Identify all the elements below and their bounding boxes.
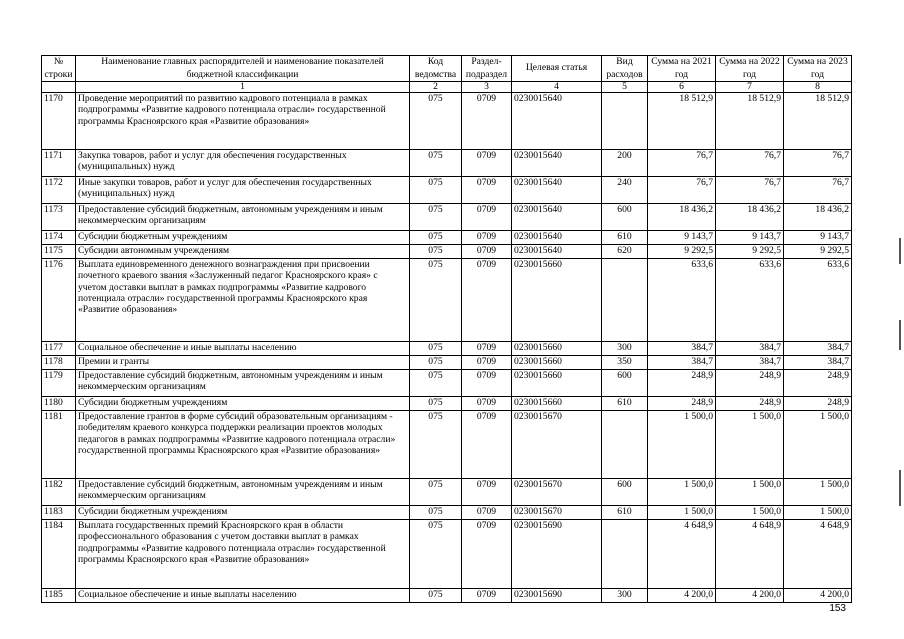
target-article: 0230015640 xyxy=(512,150,602,177)
sum-2022: 633,6 xyxy=(716,259,784,342)
sum-2023: 1 500,0 xyxy=(784,479,852,506)
expense-kind: 600 xyxy=(602,370,648,397)
table-row xyxy=(42,411,852,479)
sum-2023: 18 512,9 xyxy=(784,93,852,150)
section-code: 0709 xyxy=(462,204,512,231)
target-article: 0230015660 xyxy=(512,397,602,411)
expense-kind: 200 xyxy=(602,150,648,177)
column-number xyxy=(42,82,76,93)
department-code: 075 xyxy=(410,245,462,259)
row-name: Выплата единовременного денежного вознаграждения при присвоении почетного краевого звания «Заслуженный педагог Красноярского края» с учетом доставки выплат в рамках подпрограммы «Развитие кадрового потенциала отрасли» государственной программы Красноярского края «Развитие образования» xyxy=(76,259,410,342)
target-article: 0230015660 xyxy=(512,370,602,397)
header-sum-2023: Сумма на 2023 год xyxy=(784,56,852,82)
sum-2021: 18 512,9 xyxy=(648,93,716,150)
sum-2023: 1 500,0 xyxy=(784,506,852,520)
sum-2022: 9 292,5 xyxy=(716,245,784,259)
expense-kind: 610 xyxy=(602,506,648,520)
table-row xyxy=(42,259,852,342)
row-name: Субсидии бюджетным учреждениям xyxy=(76,397,410,411)
sum-2022: 18 512,9 xyxy=(716,93,784,150)
table-row xyxy=(42,93,852,150)
sum-2021: 1 500,0 xyxy=(648,411,716,479)
row-name: Предоставление субсидий бюджетным, автономным учреждениям и иным некоммерческим организациям xyxy=(76,204,410,231)
expense-kind: 300 xyxy=(602,342,648,356)
row-number: 1179 xyxy=(42,370,76,397)
header-code: Код ведомства xyxy=(410,56,462,82)
scan-edge-mark xyxy=(899,238,901,264)
column-number-row xyxy=(42,82,852,93)
section-code: 0709 xyxy=(462,342,512,356)
table-row xyxy=(42,150,852,177)
sum-2022: 76,7 xyxy=(716,150,784,177)
target-article: 0230015640 xyxy=(512,177,602,204)
header-sum-2021: Сумма на 2021 год xyxy=(648,56,716,82)
target-article: 0230015640 xyxy=(512,93,602,150)
sum-2022: 384,7 xyxy=(716,356,784,370)
column-number: 8 xyxy=(784,82,852,93)
table-row xyxy=(42,356,852,370)
department-code: 075 xyxy=(410,259,462,342)
department-code: 075 xyxy=(410,520,462,589)
header-section: Раздел-подраздел xyxy=(462,56,512,82)
department-code: 075 xyxy=(410,231,462,245)
target-article: 0230015640 xyxy=(512,231,602,245)
sum-2022: 4 200,0 xyxy=(716,589,784,603)
section-code: 0709 xyxy=(462,259,512,342)
row-name: Предоставление субсидий бюджетным, автономным учреждениям и иным некоммерческим организациям xyxy=(76,479,410,506)
section-code: 0709 xyxy=(462,231,512,245)
column-number: 4 xyxy=(512,82,602,93)
sum-2023: 248,9 xyxy=(784,370,852,397)
section-code: 0709 xyxy=(462,245,512,259)
target-article: 0230015660 xyxy=(512,259,602,342)
section-code: 0709 xyxy=(462,356,512,370)
table-row xyxy=(42,479,852,506)
sum-2021: 4 200,0 xyxy=(648,589,716,603)
target-article: 0230015640 xyxy=(512,245,602,259)
row-number: 1170 xyxy=(42,93,76,150)
row-number: 1175 xyxy=(42,245,76,259)
sum-2023: 76,7 xyxy=(784,177,852,204)
row-number: 1180 xyxy=(42,397,76,411)
sum-2023: 9 292,5 xyxy=(784,245,852,259)
sum-2022: 1 500,0 xyxy=(716,479,784,506)
row-number: 1174 xyxy=(42,231,76,245)
expense-kind: 610 xyxy=(602,231,648,245)
sum-2023: 4 200,0 xyxy=(784,589,852,603)
expense-kind: 240 xyxy=(602,177,648,204)
expense-kind xyxy=(602,259,648,342)
department-code: 075 xyxy=(410,411,462,479)
sum-2021: 76,7 xyxy=(648,150,716,177)
column-number: 1 xyxy=(76,82,410,93)
row-number: 1171 xyxy=(42,150,76,177)
row-number: 1184 xyxy=(42,520,76,589)
row-number: 1177 xyxy=(42,342,76,356)
sum-2022: 248,9 xyxy=(716,370,784,397)
sum-2022: 18 436,2 xyxy=(716,204,784,231)
sum-2022: 248,9 xyxy=(716,397,784,411)
table-row xyxy=(42,506,852,520)
sum-2023: 18 436,2 xyxy=(784,204,852,231)
expense-kind xyxy=(602,520,648,589)
target-article: 0230015690 xyxy=(512,520,602,589)
sum-2022: 1 500,0 xyxy=(716,411,784,479)
section-code: 0709 xyxy=(462,370,512,397)
department-code: 075 xyxy=(410,356,462,370)
sum-2022: 76,7 xyxy=(716,177,784,204)
target-article: 0230015660 xyxy=(512,342,602,356)
table-row xyxy=(42,231,852,245)
row-name: Предоставление грантов в форме субсидий образовательным организациям - победителям краевого конкурса поддержки реализации проектов молодых педагогов в рамках подпрограммы «Развитие кадрового потенциала отрасли» государственной программы Красноярского края «Развитие образования» xyxy=(76,411,410,479)
table-row xyxy=(42,177,852,204)
department-code: 075 xyxy=(410,506,462,520)
sum-2021: 384,7 xyxy=(648,342,716,356)
expense-kind: 600 xyxy=(602,479,648,506)
row-name: Премии и гранты xyxy=(76,356,410,370)
row-name: Субсидии автономным учреждениям xyxy=(76,245,410,259)
expense-kind xyxy=(602,411,648,479)
column-number: 6 xyxy=(648,82,716,93)
department-code: 075 xyxy=(410,370,462,397)
row-name: Закупка товаров, работ и услуг для обеспечения государственных (муниципальных) нужд xyxy=(76,150,410,177)
row-number: 1176 xyxy=(42,259,76,342)
row-name: Субсидии бюджетным учреждениям xyxy=(76,231,410,245)
header-row xyxy=(42,56,852,82)
row-name: Социальное обеспечение и иные выплаты населению xyxy=(76,589,410,603)
table-row xyxy=(42,342,852,356)
sum-2023: 248,9 xyxy=(784,397,852,411)
sum-2021: 18 436,2 xyxy=(648,204,716,231)
scan-edge-mark xyxy=(899,470,901,506)
page-number: 153 xyxy=(829,603,846,614)
header-sum-2022: Сумма на 2022 год xyxy=(716,56,784,82)
expense-kind xyxy=(602,93,648,150)
column-number: 5 xyxy=(602,82,648,93)
section-code: 0709 xyxy=(462,93,512,150)
sum-2023: 384,7 xyxy=(784,356,852,370)
column-number: 7 xyxy=(716,82,784,93)
department-code: 075 xyxy=(410,150,462,177)
sum-2021: 384,7 xyxy=(648,356,716,370)
target-article: 0230015670 xyxy=(512,411,602,479)
sum-2021: 9 143,7 xyxy=(648,231,716,245)
row-number: 1181 xyxy=(42,411,76,479)
sum-2021: 9 292,5 xyxy=(648,245,716,259)
row-name: Иные закупки товаров, работ и услуг для обеспечения государственных (муниципальных) нужд xyxy=(76,177,410,204)
expense-kind: 620 xyxy=(602,245,648,259)
row-number: 1185 xyxy=(42,589,76,603)
sum-2022: 4 648,9 xyxy=(716,520,784,589)
sum-2022: 1 500,0 xyxy=(716,506,784,520)
row-number: 1183 xyxy=(42,506,76,520)
sum-2021: 633,6 xyxy=(648,259,716,342)
row-number: 1173 xyxy=(42,204,76,231)
table-row xyxy=(42,245,852,259)
header-name: Наименование главных распорядителей и наименование показателей бюджетной классификации xyxy=(76,56,410,82)
department-code: 075 xyxy=(410,589,462,603)
target-article: 0230015690 xyxy=(512,589,602,603)
sum-2023: 1 500,0 xyxy=(784,411,852,479)
column-number: 2 xyxy=(410,82,462,93)
expense-kind: 350 xyxy=(602,356,648,370)
row-name: Проведение мероприятий по развитию кадрового потенциала в рамках подпрограммы «Развитие кадрового потенциала отрасли» государственной программы Красноярского края «Развитие образования» xyxy=(76,93,410,150)
header-kind: Вид расходов xyxy=(602,56,648,82)
scan-edge-mark xyxy=(899,320,901,350)
table-row xyxy=(42,520,852,589)
department-code: 075 xyxy=(410,177,462,204)
section-code: 0709 xyxy=(462,520,512,589)
department-code: 075 xyxy=(410,204,462,231)
sum-2021: 76,7 xyxy=(648,177,716,204)
target-article: 0230015640 xyxy=(512,204,602,231)
table-row xyxy=(42,589,852,603)
row-number: 1178 xyxy=(42,356,76,370)
table-row xyxy=(42,204,852,231)
section-code: 0709 xyxy=(462,589,512,603)
row-number: 1172 xyxy=(42,177,76,204)
department-code: 075 xyxy=(410,93,462,150)
table-row xyxy=(42,397,852,411)
sum-2021: 4 648,9 xyxy=(648,520,716,589)
sum-2023: 633,6 xyxy=(784,259,852,342)
sum-2023: 76,7 xyxy=(784,150,852,177)
department-code: 075 xyxy=(410,397,462,411)
sum-2021: 248,9 xyxy=(648,397,716,411)
department-code: 075 xyxy=(410,342,462,356)
row-name: Предоставление субсидий бюджетным, автономным учреждениям и иным некоммерческим организациям xyxy=(76,370,410,397)
budget-table xyxy=(41,55,852,603)
section-code: 0709 xyxy=(462,411,512,479)
sum-2021: 1 500,0 xyxy=(648,506,716,520)
sum-2021: 1 500,0 xyxy=(648,479,716,506)
header-row-number: № строки xyxy=(42,56,76,82)
department-code: 075 xyxy=(410,479,462,506)
section-code: 0709 xyxy=(462,397,512,411)
expense-kind: 600 xyxy=(602,204,648,231)
row-name: Выплата государственных премий Красноярского края в области профессионального образования с учетом доставки выплат в рамках подпрограммы «Развитие кадрового потенциала отрасли» государственной программы Красноярского края «Развитие образования» xyxy=(76,520,410,589)
section-code: 0709 xyxy=(462,150,512,177)
target-article: 0230015660 xyxy=(512,356,602,370)
row-name: Субсидии бюджетным учреждениям xyxy=(76,506,410,520)
target-article: 0230015670 xyxy=(512,479,602,506)
target-article: 0230015670 xyxy=(512,506,602,520)
table-row xyxy=(42,370,852,397)
sum-2023: 384,7 xyxy=(784,342,852,356)
column-number: 3 xyxy=(462,82,512,93)
section-code: 0709 xyxy=(462,177,512,204)
header-target: Целевая статья xyxy=(512,56,602,82)
section-code: 0709 xyxy=(462,506,512,520)
sum-2023: 4 648,9 xyxy=(784,520,852,589)
sum-2021: 248,9 xyxy=(648,370,716,397)
expense-kind: 610 xyxy=(602,397,648,411)
row-number: 1182 xyxy=(42,479,76,506)
expense-kind: 300 xyxy=(602,589,648,603)
row-name: Социальное обеспечение и иные выплаты населению xyxy=(76,342,410,356)
sum-2022: 9 143,7 xyxy=(716,231,784,245)
section-code: 0709 xyxy=(462,479,512,506)
sum-2023: 9 143,7 xyxy=(784,231,852,245)
sum-2022: 384,7 xyxy=(716,342,784,356)
